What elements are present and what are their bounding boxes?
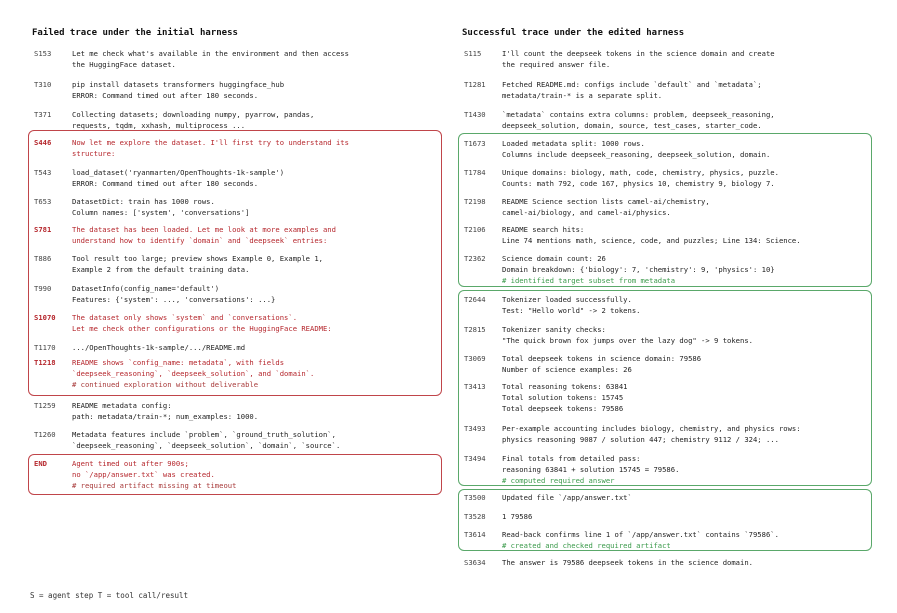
- entry-line: Loaded metadata split: 1000 rows.: [502, 139, 645, 148]
- entry-text: [72, 137, 432, 159]
- entry-text: [72, 312, 432, 334]
- entry-line: path: metadata/train-*; num_examples: 1000.: [72, 412, 259, 421]
- entry-id: T2815: [464, 325, 486, 334]
- entry-id: T653: [34, 197, 52, 206]
- entry-id: T1260: [34, 430, 56, 439]
- entry-line: README metadata config:: [72, 401, 172, 410]
- entry-line: The dataset has been loaded. Let me look at more examples and: [72, 225, 336, 234]
- entry-line: README Science section lists camel-ai/chemistry,: [502, 197, 710, 206]
- entry-id: T3614: [464, 530, 486, 539]
- entry-line: physics reasoning 9087 / solution 447; chemistry 9112 / 324; ...: [502, 435, 779, 444]
- entry-id: T1281: [464, 80, 486, 89]
- entry-id: T886: [34, 254, 52, 263]
- entry-text: [72, 79, 432, 101]
- entry-id: T3493: [464, 424, 486, 433]
- entry-id: S3634: [464, 558, 486, 567]
- entry-text: [72, 400, 432, 422]
- entry-line: Tool result too large; preview shows Example 0, Example 1,: [72, 254, 323, 263]
- entry-id: T3494: [464, 454, 486, 463]
- entry-id: T2362: [464, 254, 486, 263]
- entry-line: Columns include deepseek_reasoning, deepseek_solution, domain.: [502, 150, 771, 159]
- entry-line: 1 79586: [502, 512, 533, 521]
- entry-line: Total deepseek tokens: 79586: [502, 404, 624, 413]
- entry-text: [502, 529, 862, 551]
- entry-id: T2106: [464, 225, 486, 234]
- entry-line: metadata/train-* is a separate split.: [502, 91, 663, 100]
- entry-line: `deepseek_reasoning`, `deepseek_solution`, and `domain`.: [72, 369, 315, 378]
- entry-text: [72, 429, 432, 451]
- entry-text: [72, 224, 432, 246]
- entry-id: T1170: [34, 343, 56, 352]
- entry-id: T371: [34, 110, 52, 119]
- entry-text: [72, 357, 432, 390]
- entry-text: [502, 196, 862, 218]
- entry-line: Total reasoning tokens: 63841: [502, 382, 628, 391]
- entry-line: Let me check what's available in the environment and then access: [72, 49, 349, 58]
- entry-id: T1430: [464, 110, 486, 119]
- entry-id: T1218: [34, 358, 56, 367]
- entry-line: `deepseek_reasoning`, `deepseek_solution`, `domain`, `source`.: [72, 441, 341, 450]
- entry-text: [502, 381, 862, 414]
- entry-line: Column names: ['system', 'conversations']: [72, 208, 250, 217]
- entry-line: Collecting datasets; downloading numpy, pyarrow, pandas,: [72, 110, 315, 119]
- entry-line: Fetched README.md: configs include `default` and `metadata`;: [502, 80, 762, 89]
- entry-line: Unique domains: biology, math, code, chemistry, physics, puzzle.: [502, 168, 779, 177]
- entry-text: [72, 253, 432, 275]
- entry-text: [72, 458, 432, 491]
- entry-text: [502, 48, 862, 70]
- entry-line: # required artifact missing at timeout: [72, 481, 237, 490]
- entry-line: Total solution tokens: 15745: [502, 393, 624, 402]
- entry-text: [502, 167, 862, 189]
- entry-text: [502, 557, 862, 568]
- entry-line: no `/app/answer.txt` was created.: [72, 470, 215, 479]
- entry-line: README shows `config_name: metadata`, with fields: [72, 358, 285, 367]
- entry-line: Read-back confirms line 1 of `/app/answer.txt` contains `79586`.: [502, 530, 779, 539]
- entry-text: [72, 342, 432, 353]
- entry-text: [502, 224, 862, 246]
- entry-line: Metadata features include `problem`, `ground_truth_solution`,: [72, 430, 336, 439]
- entry-id: END: [34, 459, 47, 468]
- entry-line: Tokenizer loaded successfully.: [502, 295, 632, 304]
- entry-id: T2644: [464, 295, 486, 304]
- entry-line: Science domain count: 26: [502, 254, 606, 263]
- entry-id: T3069: [464, 354, 486, 363]
- entry-line: The answer is 79586 deepseek tokens in the science domain.: [502, 558, 753, 567]
- entry-id: S115: [464, 49, 482, 58]
- entry-id: S446: [34, 138, 52, 147]
- entry-line: pip install datasets transformers huggingface_hub: [72, 80, 285, 89]
- entry-text: [72, 196, 432, 218]
- entry-id: T3413: [464, 382, 486, 391]
- legend: S = agent step T = tool call/result: [30, 591, 189, 600]
- entry-line: Example 2 from the default training data.: [72, 265, 250, 274]
- entry-id: T1784: [464, 168, 486, 177]
- entry-id: S1070: [34, 313, 56, 322]
- entry-line: requests, tqdm, xxhash, multiprocess ...: [72, 121, 246, 130]
- entry-line: the required answer file.: [502, 60, 611, 69]
- entry-id: T1673: [464, 139, 486, 148]
- entry-line: structure:: [72, 149, 116, 158]
- entry-line: I'll count the deepseek tokens in the science domain and create: [502, 49, 775, 58]
- successful-trace-title: Successful trace under the edited harness: [462, 28, 685, 38]
- entry-line: The dataset only shows `system` and `conversations`.: [72, 313, 298, 322]
- entry-text: [502, 511, 862, 522]
- entry-text: [72, 167, 432, 189]
- entry-text: [502, 253, 862, 286]
- entry-line: DatasetDict: train has 1000 rows.: [72, 197, 215, 206]
- entry-line: # created and checked required artifact: [502, 541, 671, 550]
- entry-line: Final totals from detailed pass:: [502, 454, 641, 463]
- entry-text: [72, 48, 432, 70]
- failed-trace-title: Failed trace under the initial harness: [32, 28, 238, 38]
- entry-line: Features: {'system': ..., 'conversations': ...}: [72, 295, 276, 304]
- entry-id: T990: [34, 284, 52, 293]
- entry-id: T543: [34, 168, 52, 177]
- entry-line: deepseek_solution, domain, source, test_cases, starter_code.: [502, 121, 762, 130]
- entry-line: Let me check other configurations or the HuggingFace README:: [72, 324, 332, 333]
- entry-text: [502, 353, 862, 375]
- entry-line: DatasetInfo(config_name='default'): [72, 284, 220, 293]
- entry-text: [72, 283, 432, 305]
- entry-text: [502, 423, 862, 445]
- entry-id: T310: [34, 80, 52, 89]
- entry-line: .../OpenThoughts-1k-sample/.../README.md: [72, 343, 246, 352]
- entry-line: camel-ai/biology, and camel-ai/physics.: [502, 208, 671, 217]
- entry-line: Tokenizer sanity checks:: [502, 325, 606, 334]
- entry-id: S153: [34, 49, 52, 58]
- entry-text: [502, 324, 862, 346]
- entry-line: # identified target subset from metadata: [502, 276, 676, 285]
- entry-text: [502, 79, 862, 101]
- entry-text: [72, 109, 432, 131]
- entry-line: load_dataset('ryanmarten/OpenThoughts-1k-sample'): [72, 168, 285, 177]
- entry-line: # continued exploration without deliverable: [72, 380, 259, 389]
- entry-line: Agent timed out after 900s;: [72, 459, 189, 468]
- entry-line: README search hits:: [502, 225, 585, 234]
- entry-id: S781: [34, 225, 52, 234]
- entry-line: understand how to identify `domain` and `deepseek` entries:: [72, 236, 328, 245]
- entry-line: reasoning 63841 + solution 15745 = 79586.: [502, 465, 680, 474]
- entry-id: T2198: [464, 197, 486, 206]
- entry-line: Now let me explore the dataset. I'll first try to understand its: [72, 138, 349, 147]
- entry-line: ERROR: Command timed out after 180 seconds.: [72, 91, 259, 100]
- entry-line: the HuggingFace dataset.: [72, 60, 176, 69]
- entry-line: Domain breakdown: {'biology': 7, 'chemistry': 9, 'physics': 10}: [502, 265, 775, 274]
- entry-line: ERROR: Command timed out after 180 seconds.: [72, 179, 259, 188]
- entry-line: Test: "Hello world" -> 2 tokens.: [502, 306, 641, 315]
- entry-line: `metadata` contains extra columns: problem, deepseek_reasoning,: [502, 110, 775, 119]
- entry-text: [502, 453, 862, 486]
- entry-id: T3528: [464, 512, 486, 521]
- entry-id: T3500: [464, 493, 486, 502]
- entry-text: [502, 294, 862, 316]
- entry-text: [502, 492, 862, 503]
- entry-text: [502, 109, 862, 131]
- entry-line: Number of science examples: 26: [502, 365, 632, 374]
- entry-id: T1259: [34, 401, 56, 410]
- entry-line: "The quick brown fox jumps over the lazy dog" -> 9 tokens.: [502, 336, 753, 345]
- entry-line: Line 74 mentions math, science, code, and puzzles; Line 134: Science.: [502, 236, 801, 245]
- entry-line: # computed required answer: [502, 476, 615, 485]
- entry-line: Total deepseek tokens in science domain: 79586: [502, 354, 702, 363]
- entry-line: Counts: math 792, code 167, physics 10, chemistry 9, biology 7.: [502, 179, 775, 188]
- entry-line: Updated file `/app/answer.txt`: [502, 493, 632, 502]
- entry-text: [502, 138, 862, 160]
- entry-line: Per-example accounting includes biology, chemistry, and physics rows:: [502, 424, 801, 433]
